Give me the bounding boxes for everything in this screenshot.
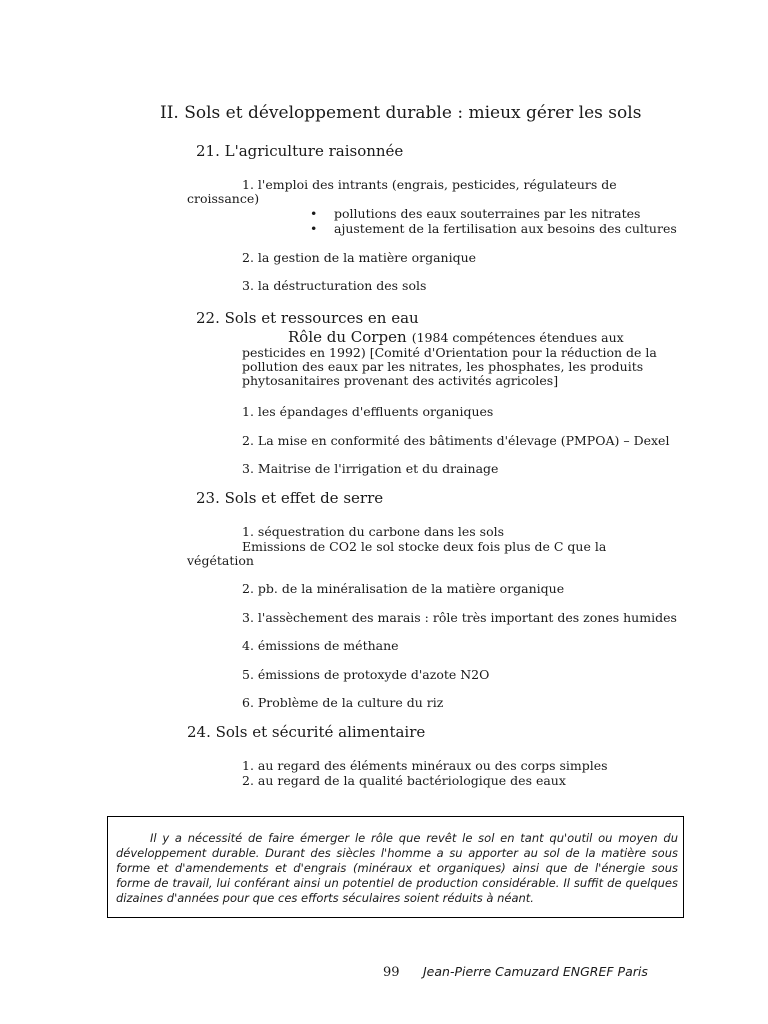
bullet-item: • pollutions des eaux souterraines par les nitrates	[334, 206, 640, 221]
s23-item2: 2. pb. de la minéralisation de la matière organique	[242, 581, 565, 596]
s21-item2: 2. la gestion de la matière organique	[242, 250, 477, 265]
section-22-heading: 22. Sols et ressources en eau	[196, 309, 419, 327]
s22-item3: 3. Maitrise de l'irrigation et du drainage	[242, 461, 499, 476]
section-21-heading: 21. L'agriculture raisonnée	[196, 142, 404, 160]
s22-role-line4: phytosanitaires provenant des activités agricoles]	[242, 373, 559, 388]
s23-item5: 5. émissions de protoxyde d'azote N2O	[242, 667, 490, 682]
s23-item4: 4. émissions de méthane	[242, 638, 399, 653]
s23-item1-note-line1: Emissions de CO2 le sol stocke deux fois plus de C que la	[242, 539, 607, 554]
page-title: II. Sols et développement durable : mieux gérer les sols	[160, 103, 642, 123]
s22-role-line1	[288, 327, 624, 346]
summary-text: Il y a nécessité de faire émerger le rôle que revêt le sol en tant qu'outil ou moyen du développement durable. Durant des siècles l'homme a su apporter au sol de la matière sous forme et d'amendements et d'engrais (minéraux et organiques) ainsi que de l'énergie sous forme de travail, lui conférant ainsi un potentiel de production considérable. Il suffit de quelques dizaines d'années pour que ces efforts séculaires soient réduits à néant.	[116, 831, 678, 905]
s21-item3: 3. la déstructuration des sols	[242, 278, 427, 293]
section-23-heading: 23. Sols et effet de serre	[196, 489, 384, 507]
s22-role-line3: pollution des eaux par les nitrates, les phosphates, les produits	[242, 359, 644, 374]
footer-author: Jean-Pierre Camuzard ENGREF Paris	[423, 964, 648, 979]
s24-item2: 2. au regard de la qualité bactériologique des eaux	[242, 773, 566, 788]
s22-item2: 2. La mise en conformité des bâtiments d'élevage (PMPOA) – Dexel	[242, 433, 670, 448]
bullet-item: • ajustement de la fertilisation aux besoins des cultures	[334, 221, 677, 236]
s22-role-line2: pesticides en 1992) [Comité d'Orientation pour la réduction de la	[242, 345, 657, 360]
role-note: (1984 compétences étendues aux	[411, 330, 624, 345]
s21-item1-line2: croissance)	[187, 191, 260, 206]
s23-item6: 6. Problème de la culture du riz	[242, 695, 444, 710]
role-title: Rôle du Corpen	[288, 328, 407, 346]
s22-item1: 1. les épandages d'effluents organiques	[242, 404, 494, 419]
summary-box	[107, 816, 684, 918]
s23-item3: 3. l'assèchement des marais : rôle très important des zones humides	[242, 610, 677, 625]
s23-item1: 1. séquestration du carbone dans les sols	[242, 524, 505, 539]
s21-item1-line1: 1. l'emploi des intrants (engrais, pesticides, régulateurs de	[242, 177, 617, 192]
s24-item1: 1. au regard des éléments minéraux ou des corps simples	[242, 758, 608, 773]
section-24-heading: 24. Sols et sécurité alimentaire	[187, 723, 426, 741]
page-number: 99	[383, 965, 400, 980]
s23-item1-note-line2: végétation	[187, 553, 254, 568]
